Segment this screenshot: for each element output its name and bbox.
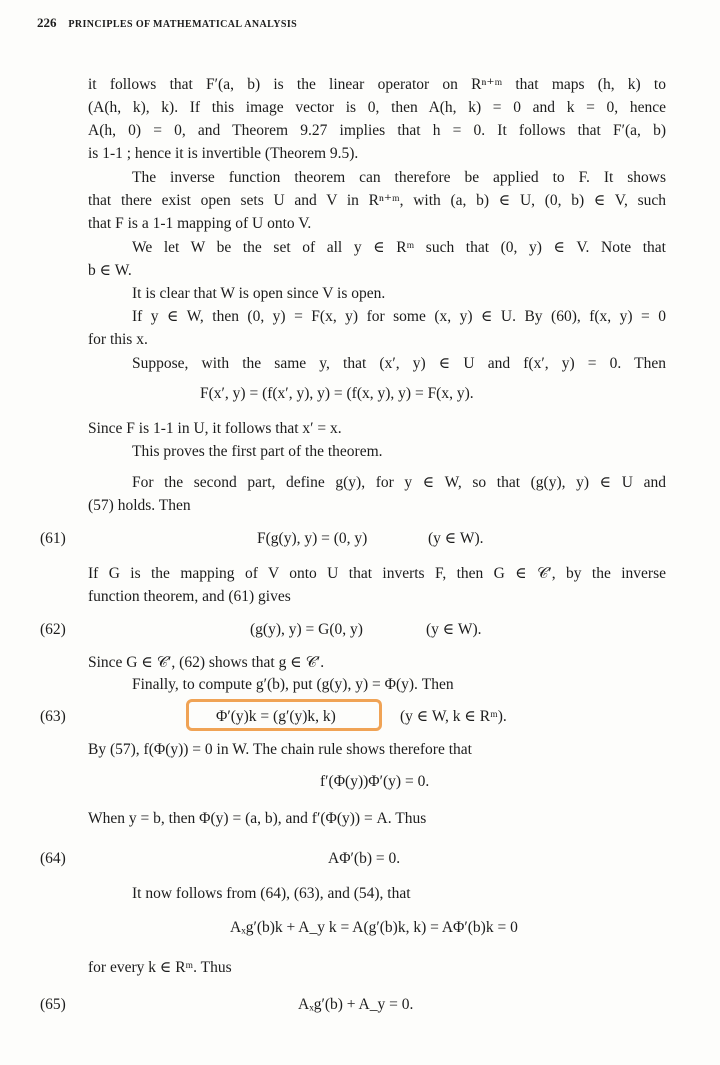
- equation-number: (64): [40, 850, 66, 867]
- text-line: Finally, to compute g′(b), put (g(y), y) = Φ(y). Then: [132, 676, 454, 693]
- text-line: It now follows from (64), (63), and (54), that: [132, 885, 411, 902]
- text-line: it follows that F′(a, b) is the linear operator on Rⁿ⁺ᵐ that maps (h, k) to: [88, 76, 666, 93]
- text-line: that there exist open sets U and V in Rⁿ⁺ᵐ, with (a, b) ∈ U, (0, b) ∈ V, such: [88, 192, 666, 209]
- text-line: We let W be the set of all y ∈ Rᵐ such that (0, y) ∈ V. Note that: [132, 239, 666, 256]
- text-line: Since G ∈ 𝒞′, (62) shows that g ∈ 𝒞′.: [88, 654, 325, 671]
- text-line: If G is the mapping of V onto U that inverts F, then G ∈ 𝒞′, by the inverse: [88, 565, 666, 582]
- text-line: b ∈ W.: [88, 262, 132, 279]
- text-line: A(h, 0) = 0, and Theorem 9.27 implies that h = 0. It follows that F′(a, b): [88, 122, 666, 139]
- page-header: [37, 14, 677, 32]
- text-line: Since F is 1-1 in U, it follows that x′ = x.: [88, 420, 342, 437]
- text-line: function theorem, and (61) gives: [88, 588, 291, 605]
- highlight-box-annotation: [186, 699, 382, 731]
- text-line: For the second part, define g(y), for y ∈ W, so that (g(y), y) ∈ U and: [132, 474, 666, 491]
- text-line: This proves the first part of the theorem.: [132, 443, 383, 460]
- text-line: (A(h, k), k). If this image vector is 0, then A(h, k) = 0 and k = 0, hence: [88, 99, 666, 116]
- text-line: for every k ∈ Rᵐ. Thus: [88, 959, 232, 976]
- book-page: 226 PRINCIPLES OF MATHEMATICAL ANALYSIS it follows that F′(a, b) is the linear operator on Rⁿ⁺ᵐ that maps (h, k) to (A(h, k), k). If this image vector is 0, then A(h, k) = 0 and k = 0, hence A(h, 0) = 0, and Theorem 9.27 implies that h = 0. It follows that F′(a, b) is 1-1 ; hence it is invertible (Theorem 9.5). The inverse function theorem can therefore be applied to F. It shows that there exist open sets U and V in Rⁿ⁺ᵐ, with (a, b) ∈ U, (0, b) ∈ V, such that F is a 1-1 mapping of U onto V. We let W be the set of all y ∈ Rᵐ such that (0, y) ∈ V. Note that b ∈ W. It is clear that W is open since V is open. If y ∈ W, then (0, y) = F(x, y) for some (x, y) ∈ U. By (60), f(x, y) = 0 for this x. Suppose, with the same y, that (x′, y) ∈ U and f(x′, y) = 0. Then F(x′, y) = (f(x′, y), y) = (f(x, y), y) = F(x, y). Since F is 1-1 in U, it follows that x′ = x. This proves the first part of the theorem. For the second part, define g(y), for y ∈ W, so that (g(y), y) ∈ U and (57) holds. Then (61) F(g(y), y) = (0, y) (y ∈ W). If G is the mapping of V onto U that inverts F, then G ∈ 𝒞′, by the inverse function theorem, and (61) gives (62) (g(y), y) = G(0, y) (y ∈ W). Since G ∈ 𝒞′, (62) shows that g ∈ 𝒞′. Finally, to compute g′(b), put (g(y), y) = Φ(y). Then (63) Φ′(y)k = (g′(y)k, k) (y ∈ W, k ∈ Rᵐ). By (57), f(Φ(y)) = 0 in W. The chain rule shows therefore that f′(Φ(y))Φ′(y) = 0. When y = b, then Φ(y) = (a, b), and f′(Φ(y)) = A. Thus (64) AΦ′(b) = 0. It now follows from (64), (63), and (54), that Aₓg′(b)k + A_y k = A(g′(b)k, k) = AΦ′(b)k = 0 for every k ∈ Rᵐ. Thus (65) Aₓg′(b) + A_y = 0.: [0, 0, 720, 1065]
- equation-number: (62): [40, 621, 66, 638]
- text-line: If y ∈ W, then (0, y) = F(x, y) for some (x, y) ∈ U. By (60), f(x, y) = 0: [132, 308, 666, 325]
- page-number: 226: [37, 15, 57, 30]
- text-line: for this x.: [88, 331, 148, 348]
- text-line: The inverse function theorem can therefore be applied to F. It shows: [132, 169, 666, 186]
- text-line: that F is a 1-1 mapping of U onto V.: [88, 215, 312, 232]
- text-line: Suppose, with the same y, that (x′, y) ∈ U and f(x′, y) = 0. Then: [132, 355, 666, 372]
- text-line: is 1-1 ; hence it is invertible (Theorem 9.5).: [88, 145, 359, 162]
- text-line: (57) holds. Then: [88, 497, 191, 514]
- text-line: By (57), f(Φ(y)) = 0 in W. The chain rule shows therefore that: [88, 741, 472, 758]
- equation-number: (63): [40, 708, 66, 725]
- equation-number: (61): [40, 530, 66, 547]
- text-line: It is clear that W is open since V is open.: [132, 285, 386, 302]
- equation-number: (65): [40, 996, 66, 1013]
- running-title: PRINCIPLES OF MATHEMATICAL ANALYSIS: [68, 19, 298, 30]
- text-line: When y = b, then Φ(y) = (a, b), and f′(Φ(y)) = A. Thus: [88, 810, 427, 827]
